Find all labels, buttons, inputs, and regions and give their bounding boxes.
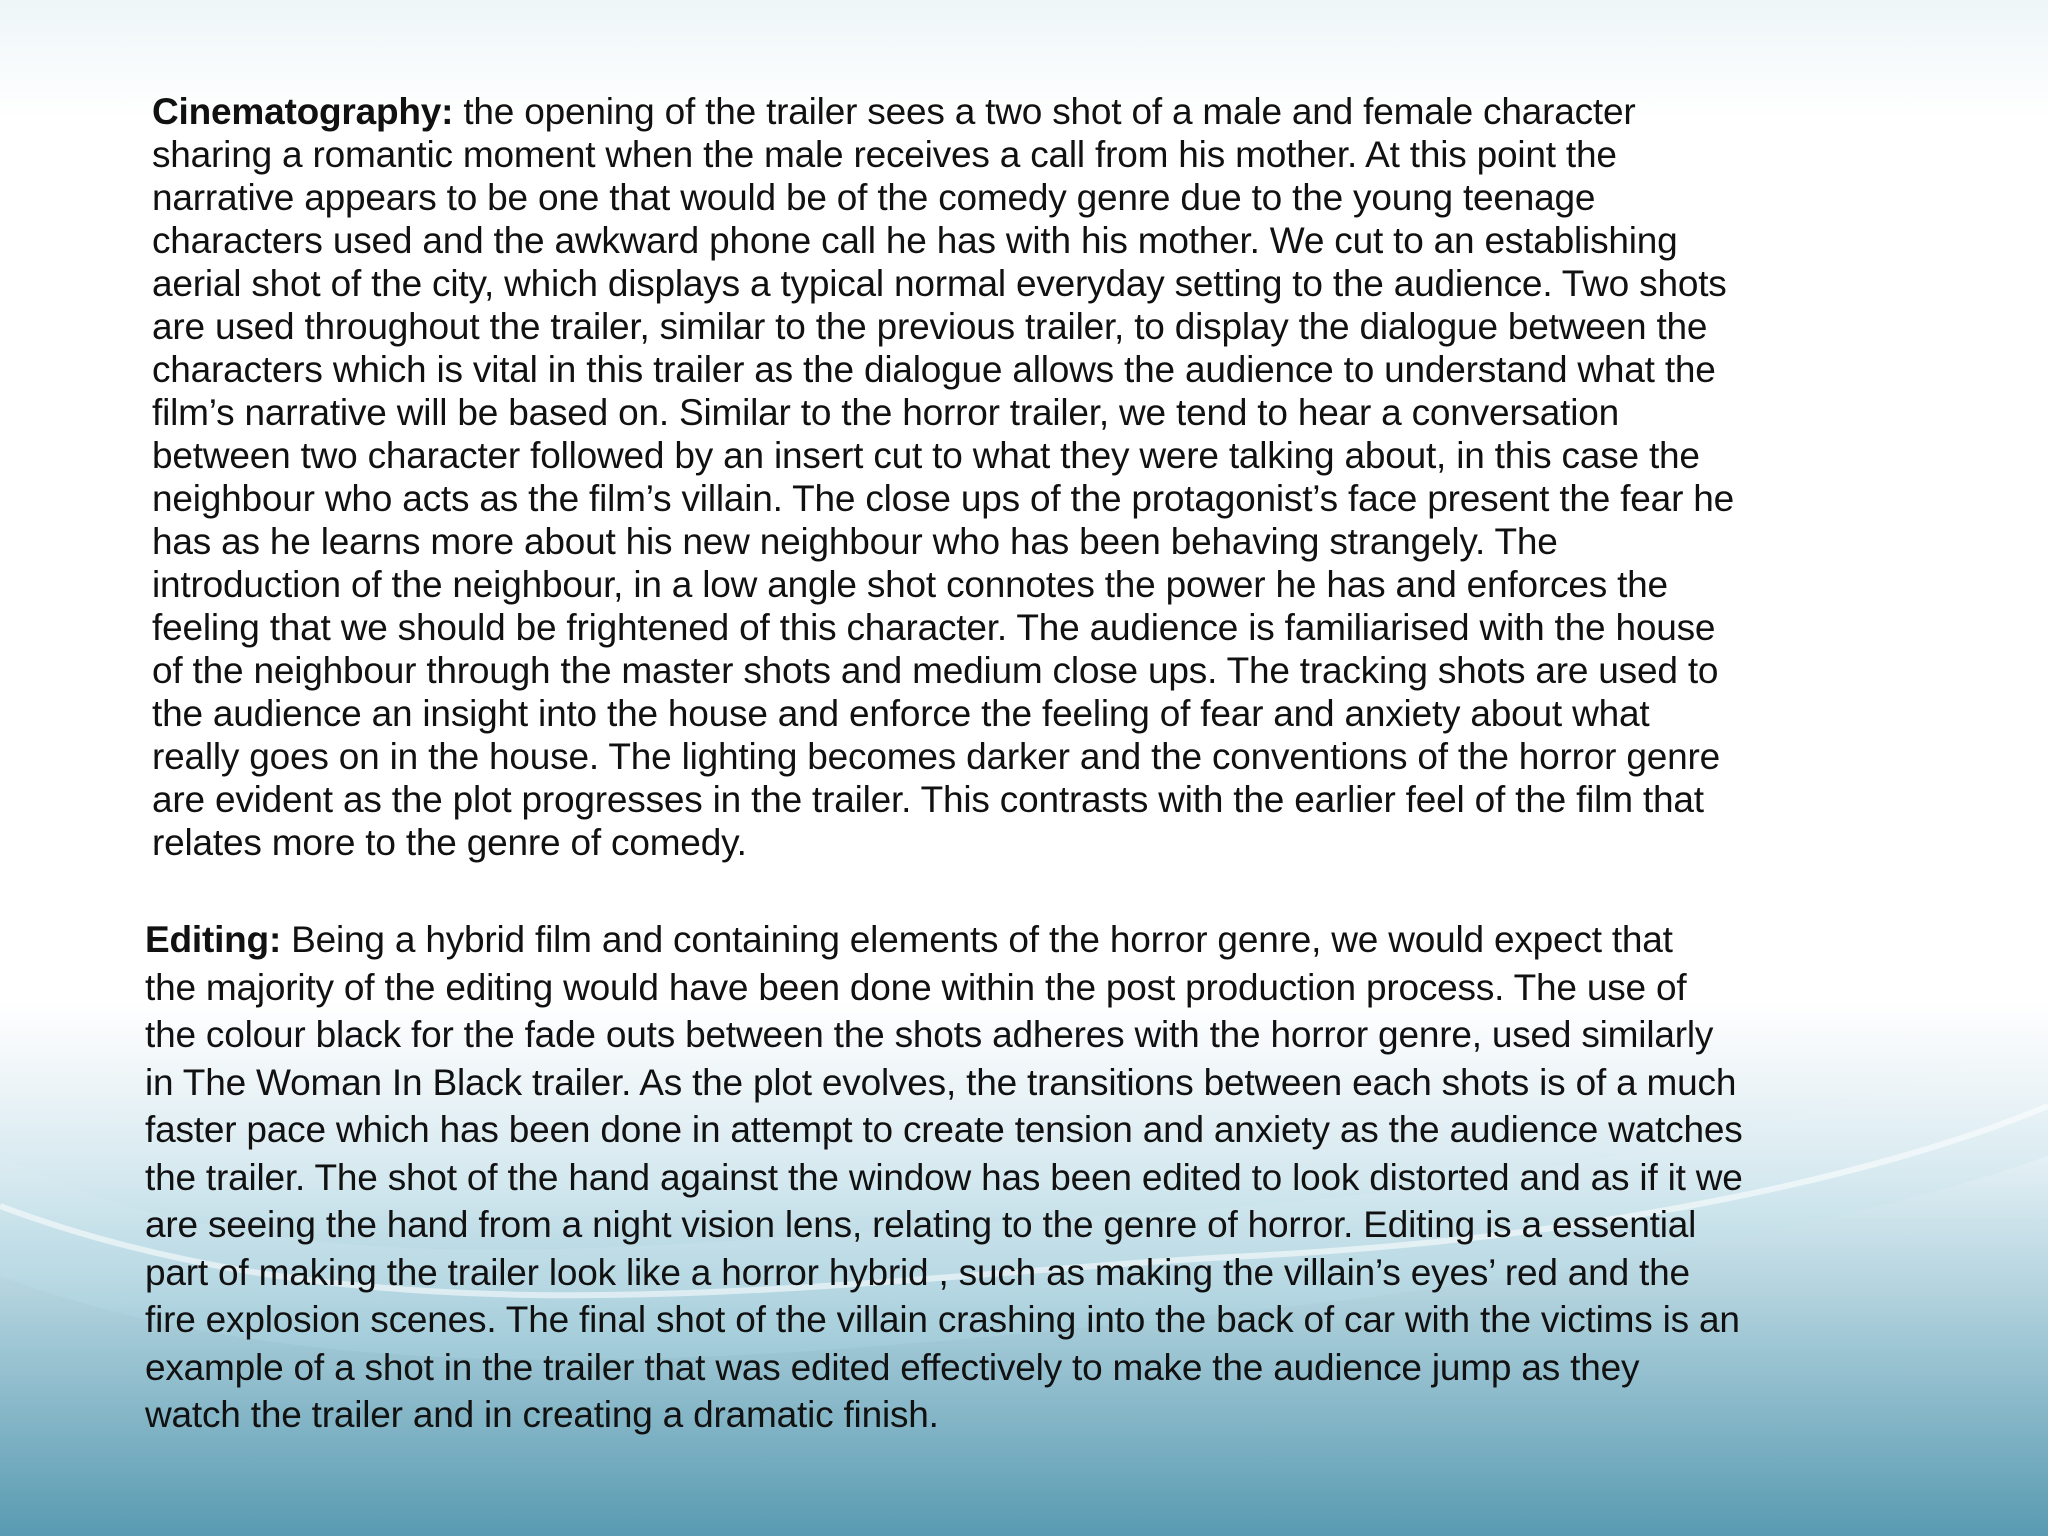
paragraph-line: Being a hybrid film and containing elements of the horror genre, we would expect that	[281, 919, 1673, 960]
paragraph-line: are used throughout the trailer, similar to the previous trailer, to display the dialogue between the	[152, 306, 1708, 347]
paragraph-line: in The Woman In Black trailer. As the plot evolves, the transitions between each shots is of a much	[145, 1061, 1737, 1103]
paragraph-line: neighbour who acts as the film’s villain. The close ups of the protagonist’s face present the fear he	[152, 478, 1735, 519]
paragraph-line: fire explosion scenes. The final shot of the villain crashing into the back of car with the victims is an	[145, 1299, 1740, 1340]
paragraph-line: the audience an insight into the house and enforce the feeling of fear and anxiety about what	[152, 693, 1650, 734]
paragraph-line: example of a shot in the trailer that was edited effectively to make the audience jump as they	[145, 1346, 1640, 1388]
editing-heading: Editing:	[145, 919, 282, 960]
paragraph-line: faster pace which has been done in attempt to create tension and anxiety as the audience watches	[145, 1109, 1743, 1150]
paragraph-line: the colour black for the fade outs between the shots adheres with the horror genre, used similarly	[145, 1014, 1714, 1055]
paragraph-line: feeling that we should be frightened of this character. The audience is familiarised with the house	[152, 607, 1716, 648]
paragraph-line: sharing a romantic moment when the male receives a call from his mother. At this point the	[152, 134, 1617, 175]
paragraph-line: watch the trailer and in creating a dramatic finish.	[145, 1394, 939, 1435]
paragraph-line: the trailer. The shot of the hand against the window has been edited to look distorted and as if it we	[145, 1156, 1743, 1198]
paragraph-line: film’s narrative will be based on. Similar to the horror trailer, we tend to hear a conversation	[152, 392, 1619, 433]
cinematography-heading: Cinematography:	[152, 91, 454, 132]
cinematography-paragraph	[152, 90, 1892, 864]
paragraph-line: characters used and the awkward phone call he has with his mother. We cut to an establishing	[152, 220, 1678, 261]
editing-paragraph	[145, 916, 1895, 1439]
paragraph-line: the opening of the trailer sees a two shot of a male and female character	[453, 91, 1636, 132]
paragraph-line: really goes on in the house. The lighting becomes darker and the conventions of the horror genre	[152, 736, 1721, 777]
paragraph-line: the majority of the editing would have been done within the post production process. The use of	[145, 966, 1687, 1008]
paragraph-line: are evident as the plot progresses in the trailer. This contrasts with the earlier feel of the film that	[152, 779, 1704, 820]
paragraph-line: between two character followed by an insert cut to what they were talking about, in this case the	[152, 435, 1700, 476]
paragraph-line: narrative appears to be one that would be of the comedy genre due to the young teenage	[152, 177, 1596, 218]
paragraph-line: aerial shot of the city, which displays a typical normal everyday setting to the audience. Two shots	[152, 263, 1727, 304]
paragraph-line: of the neighbour through the master shots and medium close ups. The tracking shots are used to	[152, 650, 1719, 691]
paragraph-line: relates more to the genre of comedy.	[152, 822, 747, 863]
paragraph-line: characters which is vital in this trailer as the dialogue allows the audience to understand what the	[152, 349, 1716, 390]
paragraph-line: has as he learns more about his new neighbour who has been behaving strangely. The	[152, 521, 1558, 562]
paragraph-line: are seeing the hand from a night vision lens, relating to the genre of horror. Editing is a essential	[145, 1204, 1697, 1245]
paragraph-line: introduction of the neighbour, in a low angle shot connotes the power he has and enforces the	[152, 564, 1668, 605]
paragraph-line: part of making the trailer look like a horror hybrid , such as making the villain’s eyes’ red and the	[145, 1251, 1690, 1293]
